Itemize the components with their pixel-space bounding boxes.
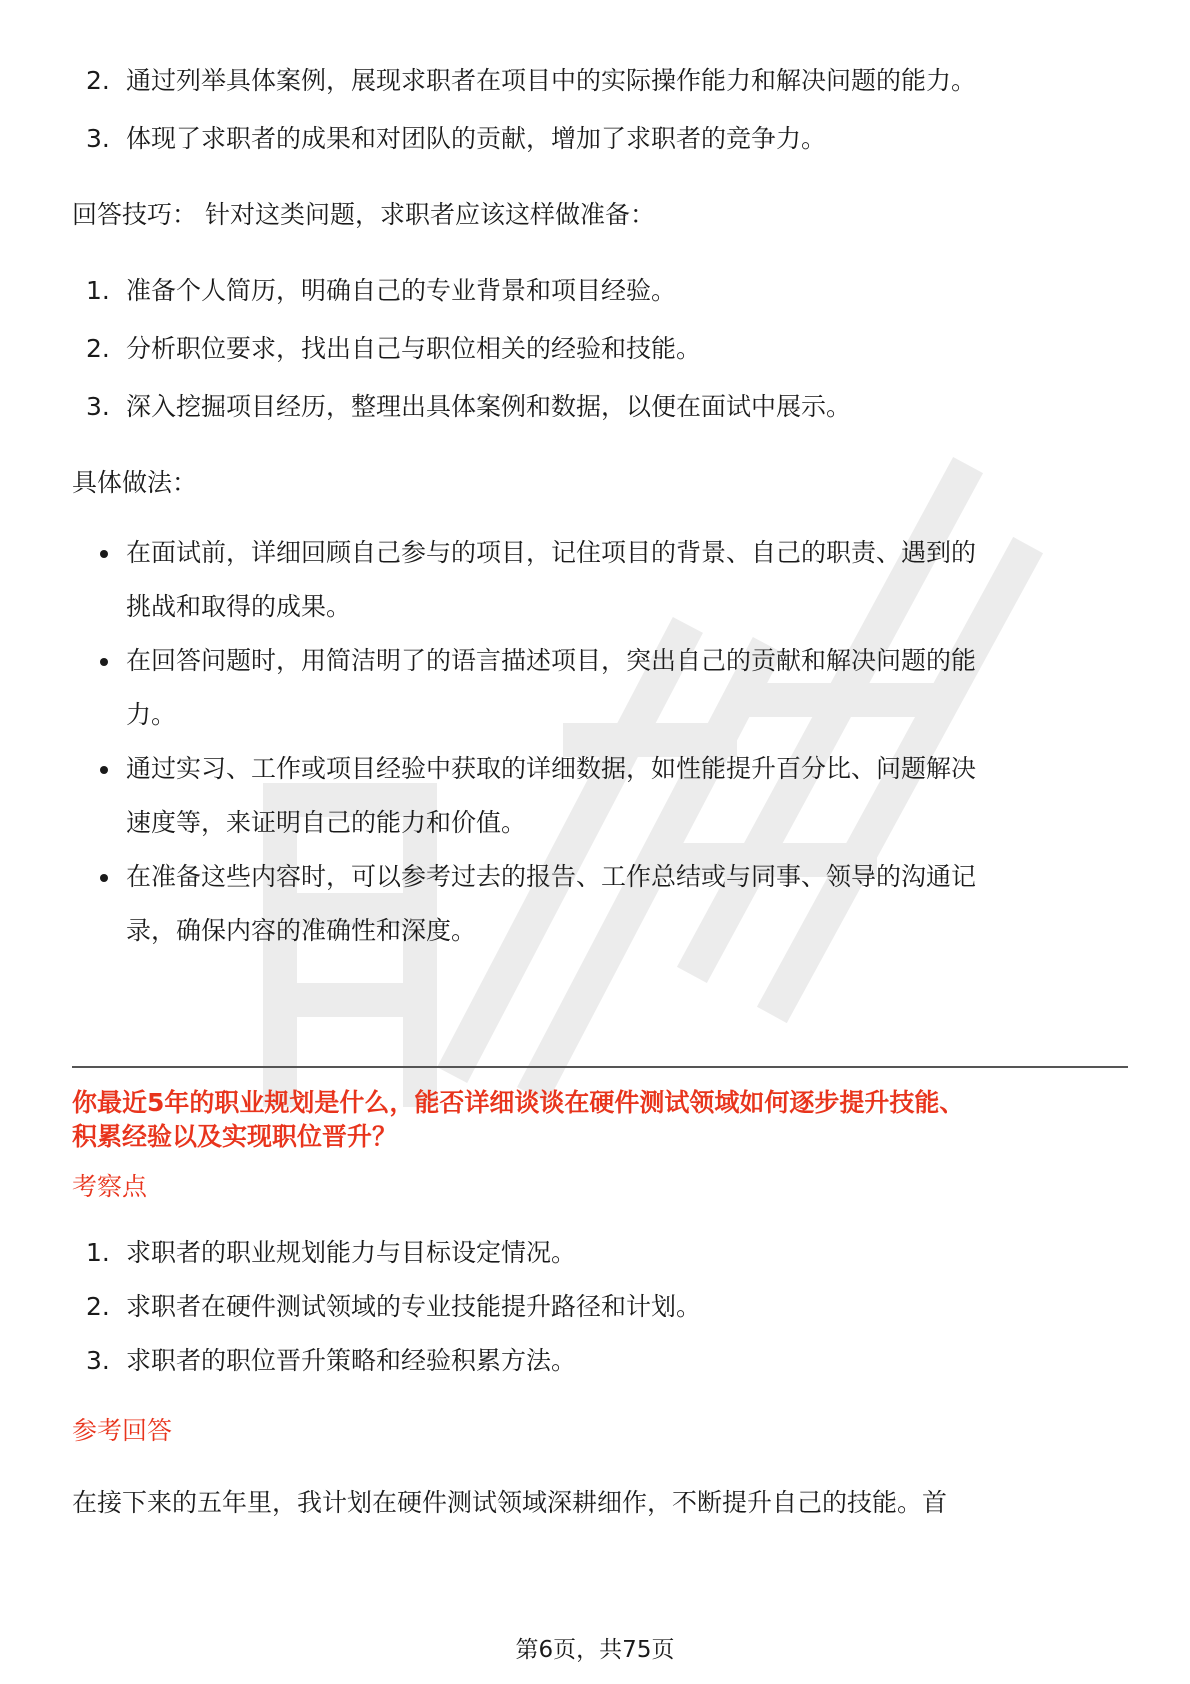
list-item xyxy=(72,62,1122,100)
reference-answer-text: 在接下来的五年里，我计划在硬件测试领域深耕细作，不断提升自己的技能。首 xyxy=(72,1488,948,1517)
question-section xyxy=(72,1086,1122,1522)
list-item xyxy=(72,1342,1122,1380)
answer-tips-list xyxy=(72,272,1122,426)
bullet-item xyxy=(72,632,1122,740)
exam-points-list xyxy=(72,1234,1122,1380)
bullet-line: 在准备这些内容时，可以参考过去的报告、工作总结或与同事、领导的沟通记 xyxy=(126,862,977,891)
list-item-text: 求职者的职位晋升策略和经验积累方法。 xyxy=(126,1346,577,1375)
reference-answer-heading: 参考回答 xyxy=(72,1416,173,1445)
list-item-text: 深入挖掘项目经历，整理出具体案例和数据，以便在面试中展示。 xyxy=(126,392,852,421)
bullet-item xyxy=(72,524,1122,632)
page-footer: 第6页，共75页 xyxy=(515,1637,675,1663)
bullet-line: 录，确保内容的准确性和深度。 xyxy=(126,916,477,945)
list-item xyxy=(72,272,1122,310)
list-number: 3. xyxy=(86,392,110,421)
section-divider xyxy=(72,1066,1128,1068)
contribution-list xyxy=(72,62,1122,158)
bullet-line: 速度等，来证明自己的能力和价值。 xyxy=(126,808,527,837)
list-item xyxy=(72,1288,1122,1326)
bullet-line: 在面试前，详细回顾自己参与的项目，记住项目的背景、自己的职责、遇到的 xyxy=(126,538,977,567)
list-number: 2. xyxy=(86,334,110,363)
list-number: 3. xyxy=(86,124,110,153)
list-number: 3. xyxy=(86,1346,110,1375)
list-item-text: 体现了求职者的成果和对团队的贡献，增加了求职者的竞争力。 xyxy=(126,124,827,153)
list-item-text: 求职者的职业规划能力与目标设定情况。 xyxy=(126,1238,577,1267)
question-line: 积累经验以及实现职位晋升？ xyxy=(72,1122,398,1151)
bullet-line: 力。 xyxy=(126,700,177,729)
exam-points-heading: 考察点 xyxy=(72,1172,148,1201)
bullet-item xyxy=(72,740,1122,848)
list-item xyxy=(72,1234,1122,1272)
specific-method-list xyxy=(72,524,1122,956)
specific-method-label: 具体做法： xyxy=(72,468,198,497)
list-item xyxy=(72,330,1122,368)
list-item xyxy=(72,388,1122,426)
list-item-text: 准备个人简历，明确自己的专业背景和项目经验。 xyxy=(126,276,677,305)
list-item xyxy=(72,120,1122,158)
list-item-text: 分析职位要求，找出自己与职位相关的经验和技能。 xyxy=(126,334,702,363)
list-number: 1. xyxy=(86,276,110,305)
bullet-line: 在回答问题时，用简洁明了的语言描述项目，突出自己的贡献和解决问题的能 xyxy=(126,646,977,675)
list-number: 1. xyxy=(86,1238,110,1267)
bullet-line: 通过实习、工作或项目经验中获取的详细数据，如性能提升百分比、问题解决 xyxy=(126,754,977,783)
bullet-line: 挑战和取得的成果。 xyxy=(126,592,352,621)
main-content xyxy=(72,62,1122,956)
list-item-text: 求职者在硬件测试领域的专业技能提升路径和计划。 xyxy=(126,1292,702,1321)
question-line: 你最近5年的职业规划是什么，能否详细谈谈在硬件测试领域如何逐步提升技能、 xyxy=(72,1088,965,1117)
list-item-text: 通过列举具体案例，展现求职者在项目中的实际操作能力和解决问题的能力。 xyxy=(126,66,977,95)
list-number: 2. xyxy=(86,66,110,95)
list-number: 2. xyxy=(86,1292,110,1321)
question-heading xyxy=(72,1086,1122,1154)
bullet-item xyxy=(72,848,1122,956)
answer-tips-label: 回答技巧： 针对这类问题，求职者应该这样做准备： xyxy=(72,200,655,229)
